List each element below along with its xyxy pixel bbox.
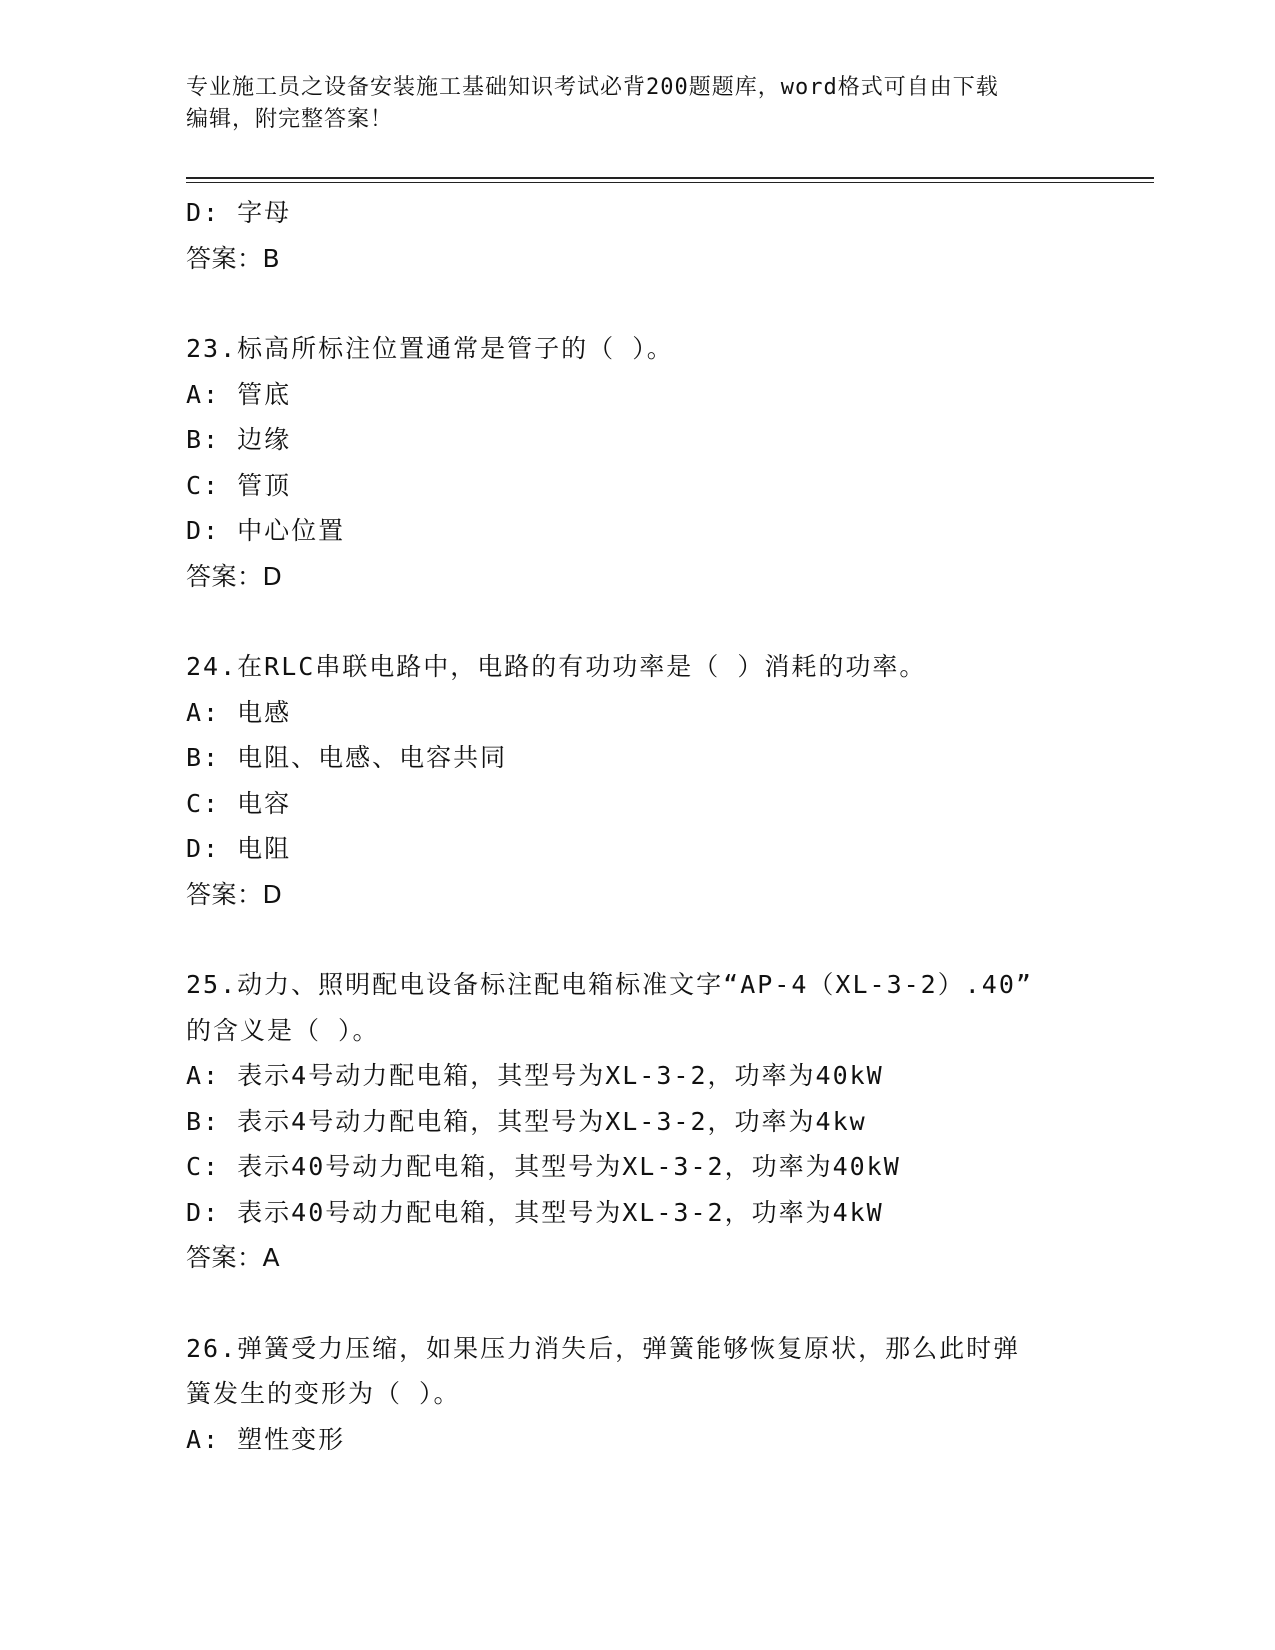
option-b: B: 边缘 [186, 425, 292, 454]
option-c: C: 电容 [186, 788, 292, 818]
header-line-2: 编辑，附完整答案！ [186, 107, 394, 132]
document-body [186, 190, 1106, 1462]
option-d: D: 表示40号动力配电箱，其型号为XL-3-2，功率为4kW [186, 1197, 884, 1227]
header-line-1: 专业施工员之设备安装施工基础知识考试必背200题题库，word格式可自由下载 [186, 75, 999, 100]
option-b: B: 电阻、电感、电容共同 [186, 743, 508, 772]
answer: 答案：B [186, 243, 281, 273]
option-a: A: 电感 [186, 697, 292, 727]
question-23 [186, 326, 1106, 599]
question-24 [186, 644, 1106, 917]
question-25 [186, 962, 1106, 1281]
option-a: A: 表示4号动力配电箱，其型号为XL-3-2，功率为40kW [186, 1061, 884, 1090]
header-rule [186, 177, 1154, 183]
question-stem: 23.标高所标注位置通常是管子的（ ）。 [186, 334, 674, 363]
question-stem-line-1: 26.弹簧受力压缩，如果压力消失后，弹簧能够恢复原状，那么此时弹 [186, 1333, 1021, 1363]
previous-question-tail [186, 190, 1106, 281]
question-stem-line-2: 簧发生的变形为（ ）。 [186, 1379, 461, 1408]
option-a: A: 塑性变形 [186, 1424, 346, 1454]
answer: 答案：A [186, 1243, 281, 1272]
option-b: B: 表示4号动力配电箱，其型号为XL-3-2，功率为4kw [186, 1106, 867, 1136]
answer: 答案：D [186, 879, 283, 909]
question-26 [186, 1326, 1106, 1463]
option-a: A: 管底 [186, 379, 292, 409]
page-header [186, 72, 1086, 136]
answer: 答案：D [186, 561, 283, 591]
question-stem-line-2: 的含义是（ ）。 [186, 1015, 380, 1045]
option-c: C: 表示40号动力配电箱，其型号为XL-3-2，功率为40kW [186, 1152, 901, 1181]
option-d: D: 电阻 [186, 834, 292, 863]
option-d: D: 中心位置 [186, 516, 346, 545]
question-stem: 24.在RLC串联电路中，电路的有功功率是（ ）消耗的功率。 [186, 652, 927, 681]
option-d: D: 字母 [186, 198, 292, 227]
option-c: C: 管顶 [186, 470, 292, 500]
question-stem-line-1: 25.动力、照明配电设备标注配电箱标准文字“AP-4（XL-3-2）.40” [186, 970, 1033, 999]
